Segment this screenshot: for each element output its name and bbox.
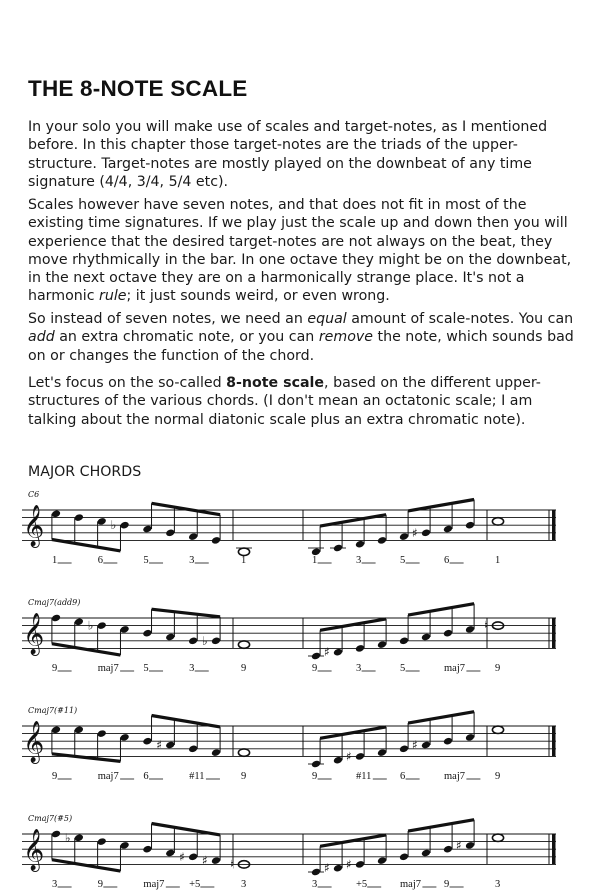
chord-symbol: C6 bbox=[28, 490, 40, 499]
note-head bbox=[421, 528, 431, 537]
paragraph-seven-notes bbox=[28, 196, 588, 306]
note-head bbox=[74, 617, 84, 626]
degree-label: 5 bbox=[400, 663, 406, 674]
note-head bbox=[142, 737, 152, 746]
beam bbox=[152, 503, 221, 514]
beam bbox=[408, 604, 474, 615]
note-head bbox=[465, 521, 475, 530]
note-head bbox=[377, 856, 387, 865]
degree-label: 1 bbox=[241, 555, 247, 566]
sharp-icon: ♯ bbox=[324, 861, 330, 876]
degree-label: 9 bbox=[241, 663, 247, 674]
text-run: existing time signatures. If we play just the scale up and down then you will bbox=[28, 215, 568, 232]
final-barline bbox=[552, 834, 556, 864]
text-line bbox=[28, 392, 588, 410]
note-head bbox=[399, 636, 409, 645]
text-line bbox=[28, 328, 588, 346]
text-line bbox=[28, 374, 588, 392]
text-line bbox=[28, 155, 588, 173]
text-line bbox=[28, 214, 588, 232]
note-head bbox=[119, 625, 129, 634]
note-head bbox=[165, 741, 175, 750]
note-head bbox=[377, 536, 387, 545]
text-run: before. In this chapter those target-notes are the triads of the upper- bbox=[28, 137, 518, 154]
note-head bbox=[333, 864, 343, 873]
beam bbox=[52, 644, 121, 655]
sharp-icon: ♯ bbox=[456, 838, 462, 853]
note-head bbox=[399, 744, 409, 753]
treble-clef-icon: 𝄞 bbox=[23, 505, 45, 547]
note-head bbox=[211, 856, 221, 865]
note-head bbox=[311, 760, 321, 769]
italic-text: add bbox=[28, 329, 55, 346]
natural-icon: ♮ bbox=[484, 618, 489, 633]
final-barline bbox=[552, 726, 556, 756]
text-line bbox=[28, 173, 588, 191]
note-head bbox=[399, 532, 409, 541]
degree-label: #11 bbox=[356, 771, 372, 782]
note-head bbox=[51, 614, 61, 623]
beam bbox=[320, 727, 386, 738]
note-head bbox=[443, 737, 453, 746]
note-head bbox=[465, 625, 475, 634]
degree-label: 6 bbox=[143, 771, 149, 782]
text-run: the note, which sounds bad bbox=[373, 329, 574, 346]
degree-label: 1 bbox=[495, 555, 501, 566]
beam bbox=[52, 860, 121, 871]
beam bbox=[408, 500, 474, 511]
text-line bbox=[28, 411, 588, 429]
note-head bbox=[421, 633, 431, 642]
note-head bbox=[421, 741, 431, 750]
degree-label: 9 bbox=[52, 663, 58, 674]
staff-lines bbox=[22, 510, 556, 540]
degree-label: 5 bbox=[143, 555, 149, 566]
degree-label: 9 bbox=[312, 663, 318, 674]
note-head bbox=[211, 748, 221, 757]
sharp-icon: ♯ bbox=[324, 645, 330, 660]
treble-clef-icon: 𝄞 bbox=[23, 721, 45, 763]
text-run: Let's focus on the so-called bbox=[28, 375, 227, 391]
sharp-icon: ♯ bbox=[179, 849, 185, 864]
flat-icon: ♭ bbox=[202, 633, 208, 648]
treble-clef-icon: 𝄞 bbox=[23, 829, 45, 871]
degree-label: maj7 bbox=[97, 663, 119, 674]
text-run: harmonic bbox=[28, 288, 100, 305]
paragraph-equal-amount bbox=[28, 310, 588, 365]
beam bbox=[320, 835, 386, 846]
whole-note bbox=[492, 834, 503, 841]
sharp-icon: ♯ bbox=[412, 525, 418, 540]
paragraph-8-note-scale bbox=[28, 374, 588, 429]
degree-label: 5 bbox=[400, 555, 406, 566]
note-head bbox=[97, 729, 107, 738]
note-head bbox=[377, 748, 387, 757]
text-line bbox=[28, 233, 588, 251]
text-run: move rhythmically in the bar. In one octave they might be on the downbeat, bbox=[28, 251, 572, 268]
note-head bbox=[51, 509, 61, 518]
note-head bbox=[188, 852, 198, 861]
note-head bbox=[443, 629, 453, 638]
degree-label: 9 bbox=[241, 771, 247, 782]
text-line bbox=[28, 118, 588, 136]
note-head bbox=[188, 636, 198, 645]
whole-note bbox=[492, 518, 503, 525]
degree-label: 3 bbox=[312, 879, 318, 890]
note-head bbox=[188, 744, 198, 753]
natural-icon: ♮ bbox=[230, 857, 235, 872]
degree-label: 3 bbox=[356, 663, 362, 674]
note-head bbox=[51, 830, 61, 839]
sharp-icon: ♯ bbox=[156, 738, 163, 752]
page-title: THE 8-NOTE SCALE bbox=[28, 76, 248, 101]
note-head bbox=[211, 536, 221, 545]
degree-label: 9 bbox=[97, 879, 103, 890]
italic-text: equal bbox=[307, 311, 347, 327]
treble-clef-icon: 𝄞 bbox=[23, 613, 45, 655]
section-heading: MAJOR CHORDS bbox=[28, 464, 142, 480]
note-head bbox=[465, 733, 475, 742]
degree-label: #11 bbox=[189, 771, 205, 782]
degree-label: 3 bbox=[241, 879, 247, 890]
degree-label: +5 bbox=[356, 879, 368, 890]
sharp-icon: ♯ bbox=[346, 749, 352, 764]
degree-label: 3 bbox=[189, 555, 195, 566]
text-run: talking about the normal diatonic scale plus an extra chromatic note). bbox=[28, 411, 526, 428]
degree-label: 3 bbox=[495, 879, 501, 890]
degree-label: 9 bbox=[495, 663, 501, 674]
text-line bbox=[28, 310, 588, 328]
whole-note bbox=[238, 641, 249, 648]
note-head bbox=[333, 544, 343, 553]
flat-icon: ♭ bbox=[87, 618, 94, 633]
italic-text: rule bbox=[99, 288, 127, 305]
note-head bbox=[421, 849, 431, 858]
beam bbox=[152, 609, 221, 617]
note-head bbox=[311, 652, 321, 661]
staff-cmaj7-sharp11 bbox=[22, 704, 578, 784]
beam bbox=[52, 540, 121, 551]
note-head bbox=[165, 528, 175, 537]
text-run: experience that the desired target-notes are not always on the beat, they bbox=[28, 233, 553, 250]
text-run: Scales however have seven notes, and that does not fit in most of the bbox=[28, 197, 527, 213]
text-run: on or changes the function of the chord. bbox=[28, 347, 315, 364]
whole-note bbox=[492, 726, 503, 733]
text-run: amount of scale-notes. You can bbox=[346, 311, 574, 327]
note-head bbox=[97, 837, 107, 846]
degree-label: 9 bbox=[444, 879, 450, 890]
note-head bbox=[377, 640, 387, 649]
beam bbox=[152, 716, 221, 727]
note-head bbox=[211, 636, 221, 645]
degree-label: +5 bbox=[189, 879, 201, 890]
degree-label: 9 bbox=[52, 771, 58, 782]
whole-note bbox=[238, 749, 249, 756]
text-run: So instead of seven notes, we need an bbox=[28, 311, 308, 327]
text-run: , based on the different upper- bbox=[324, 375, 541, 391]
text-run: structures of the various chords. (I don't mean an octatonic scale; I am bbox=[28, 393, 533, 410]
note-head bbox=[311, 868, 321, 877]
note-head bbox=[333, 648, 343, 657]
note-head bbox=[165, 633, 175, 642]
beam bbox=[320, 619, 386, 630]
text-line bbox=[28, 347, 588, 365]
staff-c6 bbox=[22, 488, 578, 568]
note-head bbox=[355, 644, 365, 653]
degree-label: maj7 bbox=[400, 879, 421, 890]
flat-icon: ♭ bbox=[64, 830, 71, 845]
text-line bbox=[28, 251, 588, 269]
chord-symbol: Cmaj7(#11) bbox=[28, 706, 78, 715]
beam bbox=[408, 712, 474, 723]
note-head bbox=[333, 756, 343, 765]
text-run: In your solo you will make use of scales and target-notes, as I mentioned bbox=[28, 119, 548, 135]
degree-label: 3 bbox=[52, 879, 58, 890]
chord-symbol: Cmaj7(#5) bbox=[28, 814, 73, 823]
beam bbox=[52, 754, 121, 762]
degree-label: 6 bbox=[400, 771, 406, 782]
text-run: ; it just sounds weird, or even wrong. bbox=[126, 288, 390, 305]
staff-cmaj7-add9 bbox=[22, 596, 578, 676]
text-run: in the next octave they are on a harmonically strange place. It's not a bbox=[28, 270, 525, 287]
sharp-icon: ♯ bbox=[412, 738, 418, 752]
beam bbox=[152, 824, 221, 835]
staff-cmaj7-sharp5 bbox=[22, 812, 578, 892]
text-run: an extra chromatic note, or you can bbox=[54, 329, 319, 346]
note-head bbox=[97, 517, 107, 526]
note-head bbox=[465, 841, 475, 850]
degree-label: 9 bbox=[312, 771, 318, 782]
note-head bbox=[97, 621, 107, 630]
italic-text: remove bbox=[318, 329, 373, 346]
note-head bbox=[142, 525, 152, 534]
chord-symbol: Cmaj7(add9) bbox=[28, 598, 81, 607]
text-run: structure. Target-notes are mostly played on the downbeat of any time bbox=[28, 155, 532, 172]
text-line bbox=[28, 136, 588, 154]
degree-label: 1 bbox=[312, 555, 318, 566]
note-head bbox=[74, 833, 84, 842]
note-head bbox=[74, 513, 84, 522]
flat-icon: ♭ bbox=[110, 518, 117, 533]
degree-label: 9 bbox=[495, 771, 501, 782]
note-head bbox=[51, 725, 61, 734]
degree-label: 3 bbox=[189, 663, 195, 674]
sharp-icon: ♯ bbox=[346, 857, 352, 872]
beam bbox=[408, 820, 474, 831]
note-head bbox=[119, 841, 129, 850]
note-head bbox=[188, 532, 198, 541]
note-head bbox=[142, 845, 152, 854]
text-line bbox=[28, 196, 588, 214]
degree-label: 6 bbox=[444, 555, 450, 566]
degree-label: 3 bbox=[356, 555, 362, 566]
degree-label: 6 bbox=[97, 555, 103, 566]
note-head bbox=[119, 521, 129, 530]
beam bbox=[320, 515, 386, 526]
text-run: signature (4/4, 3/4, 5/4 etc). bbox=[28, 173, 229, 190]
note-head bbox=[443, 845, 453, 854]
text-line bbox=[28, 269, 588, 287]
sharp-icon: ♯ bbox=[202, 853, 208, 868]
note-head bbox=[142, 629, 152, 638]
degree-label: 5 bbox=[143, 663, 149, 674]
note-head bbox=[355, 860, 365, 869]
degree-label: maj7 bbox=[444, 771, 465, 782]
note-head bbox=[355, 752, 365, 761]
final-barline bbox=[552, 510, 556, 540]
note-head bbox=[399, 852, 409, 861]
degree-label: maj7 bbox=[444, 663, 465, 674]
final-barline bbox=[552, 618, 556, 648]
degree-label: maj7 bbox=[97, 771, 119, 782]
degree-label: maj7 bbox=[143, 879, 165, 890]
text-line bbox=[28, 287, 588, 305]
degree-label: 1 bbox=[52, 555, 58, 566]
note-head bbox=[119, 733, 129, 742]
note-head bbox=[165, 849, 175, 858]
note-head bbox=[443, 525, 453, 534]
paragraph-intro bbox=[28, 118, 588, 191]
bold-text: 8-note scale bbox=[226, 375, 325, 391]
note-head bbox=[355, 540, 365, 549]
note-head bbox=[74, 725, 84, 734]
